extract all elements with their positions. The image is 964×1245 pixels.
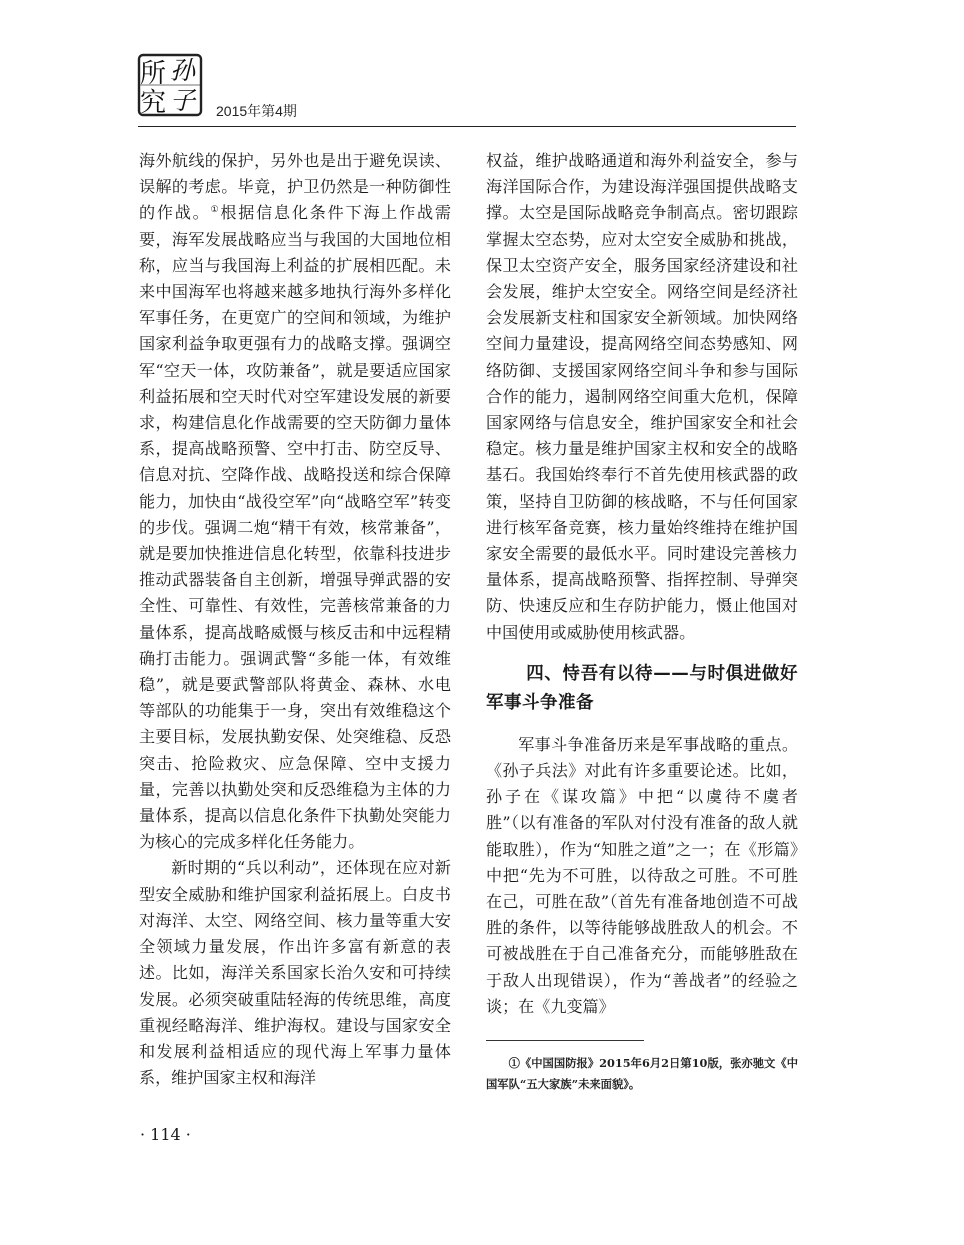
footnote-ref[interactable]: ①	[210, 205, 221, 216]
right-column	[486, 148, 798, 1020]
svg-text:子: 子	[170, 86, 196, 115]
paragraph-text: 根据信息化条件下海上作战需要，海军发展战略应当与我国的大国地位相称，应当与我国海上利益的扩展相匹配。未来中国海军也将越来越多地执行海外多样化军事任务，在更宽广的空间和领域，为维护国家利益争取更强有力的战略支撑。强调空军“空天一体，攻防兼备”，就是要适应国家利益拓展和空天时代对空军建设发展的新要求，构建信息化作战需要的空天防御力量体系，提高战略预警、空中打击、防空反导、信息对抗、空降作战、战略投送和综合保障能力，加快由“战役空军”向“战略空军”转变的步伐。强调二炮“精干有效，核常兼备”，就是要加快推进信息化转型，依靠科技进步推动武器装备自主创新，增强导弹武器的安全性、可靠性、有效性，完善核常兼备的力量体系，提高战略威慑与核反击和中远程精确打击能力。强调武警“多能一体，有效维稳”，就是要武警部队将黄金、森林、水电等部队的功能集于一身，突出有效维稳这个主要目标，发展执勤安保、处突维稳、反恐突击、抢险救灾、应急保障、空中支援力量，完善以执勤处突和反恐维稳为主体的力量体系，提高以信息化条件下执勤处突能力为核心的完成多样化任务能力。	[139, 203, 452, 852]
footnote: ①《中国国防报》2015年6月2日第10版，张亦驰文《中国军队“五大家族”未来面貌》。	[486, 1056, 798, 1091]
svg-text:孙: 孙	[170, 56, 196, 85]
svg-text:所: 所	[140, 59, 167, 89]
footnote-rule	[486, 1040, 644, 1041]
paragraph	[139, 148, 451, 855]
left-column	[139, 148, 451, 1091]
paragraph: 权益，维护战略通道和海外利益安全，参与海洋国际合作，为建设海洋强国提供战略支撑。太空是国际战略竞争制高点。密切跟踪掌握太空态势，应对太空安全威胁和挑战，保卫太空资产安全，服务国家经济建设和社会发展，维护太空安全。网络空间是经济社会发展新支柱和国家安全新领域。加快网络空间力量建设，提高网络空间态势感知、网络防御、支援国家网络空间斗争和参与国际合作的能力，遏制网络空间重大危机，保障国家网络与信息安全，维护国家安全和社会稳定。核力量是维护国家主权和安全的战略基石。我国始终奉行不首先使用核武器的政策，坚持自卫防御的核战略，不与任何国家进行核军备竞赛，核力量始终维持在维护国家安全需要的最低水平。同时建设完善核力量体系，提高战略预警、指挥控制、导弹突防、快速反应和生存防护能力，慑止他国对中国使用或威胁使用核武器。	[486, 151, 798, 642]
section-heading: 四、恃吾有以待——与时俱进做好军事斗争准备	[486, 663, 798, 713]
journal-logo	[136, 52, 204, 118]
paragraph-text: 海外航线的保护，另外也是出于避免误读、误解的考虑。毕竟，护卫仍然是一种防御性的作战。	[139, 151, 451, 223]
issue-label: 2015年第4期	[216, 103, 297, 119]
paragraph: 军事斗争准备历来是军事战略的重点。《孙子兵法》对此有许多重要论述。比如，孙子在《谋攻篇》中把“以虞待不虞者胜”（以有准备的军队对付没有准备的敌人就能取胜），作为“知胜之道”之一；在《形篇》中把“先为不可胜，以待敌之可胜。不可胜在己，可胜在敌”（首先有准备地创造不可战胜的条件，以等待能够战胜敌人的机会。不可被战胜在于自己准备充分，而能够胜敌在于敌人出现错误），作为“善战者”的经验之谈；在《九变篇》	[486, 734, 798, 1016]
page-number: · 114 ·	[140, 1125, 191, 1144]
svg-text:究: 究	[140, 88, 167, 118]
paragraph: 新时期的“兵以利动”，还体现在应对新型安全威胁和维护国家利益拓展上。白皮书对海洋、太空、网络空间、核力量等重大安全领域力量发展，作出许多富有新意的表述。比如，海洋关系国家长治久安和可持续发展。必须突破重陆轻海的传统思维，高度重视经略海洋、维护海权。建设与国家安全和发展利益相适应的现代海上军事力量体系，维护国家主权和海洋	[139, 858, 451, 1088]
header-rule	[138, 126, 796, 127]
